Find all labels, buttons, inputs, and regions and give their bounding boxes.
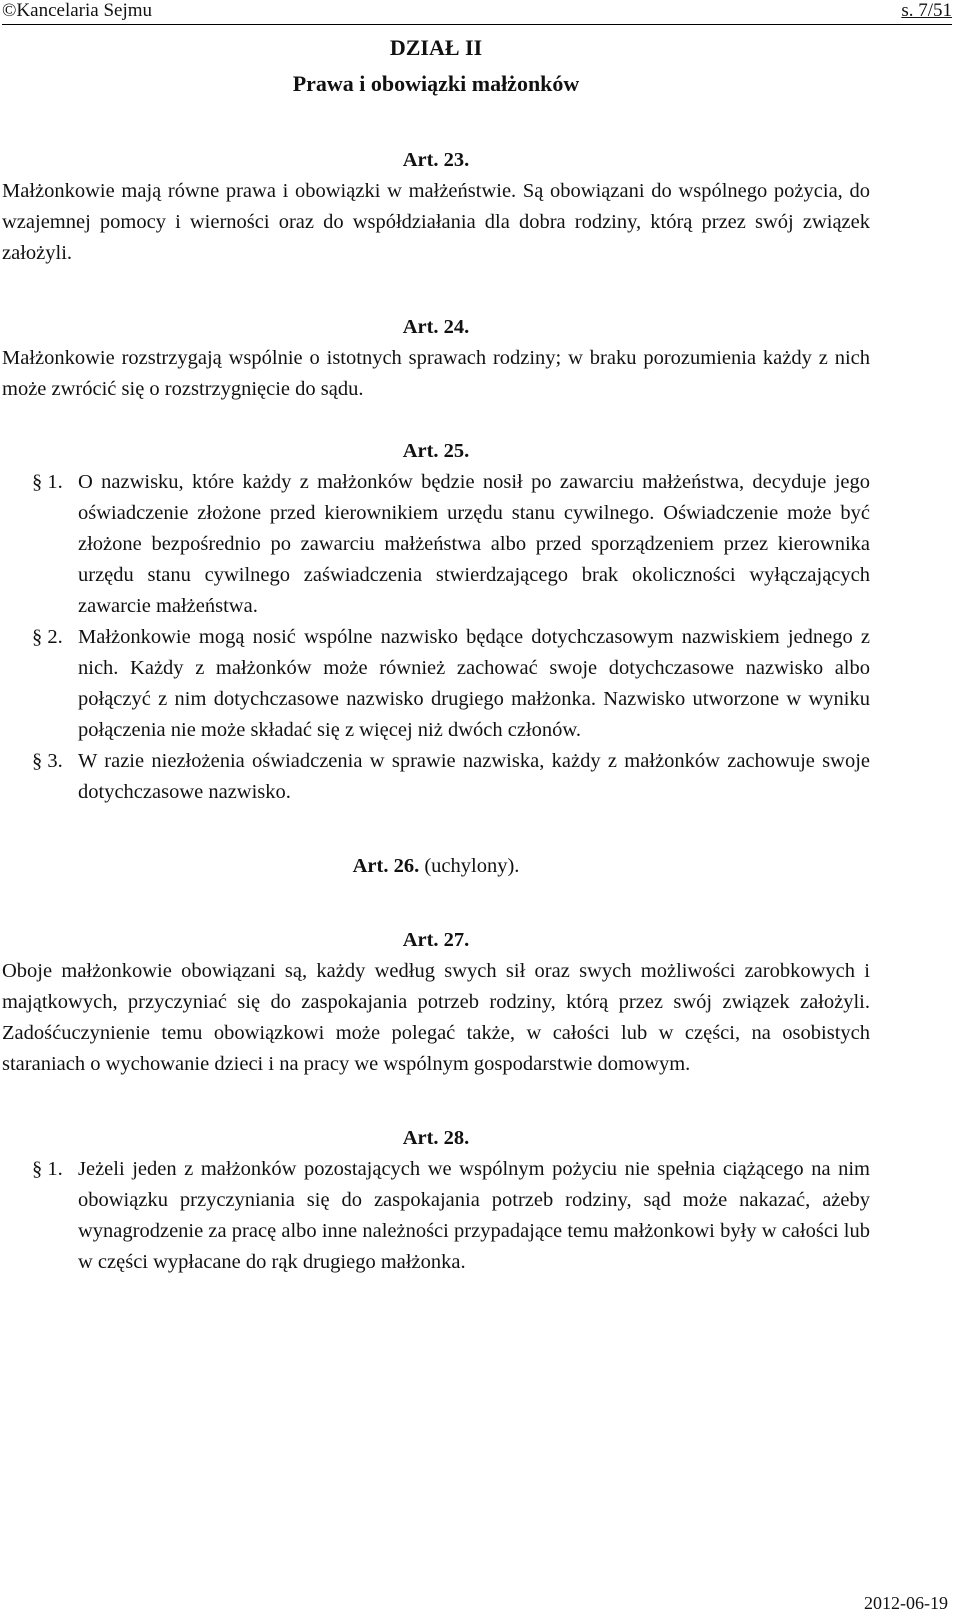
- section-mark: § 2.: [32, 626, 63, 648]
- publisher-label: ©Kancelaria Sejmu: [2, 0, 153, 21]
- article-25-section-3: [2, 746, 870, 808]
- article-26-line: [2, 850, 870, 882]
- division-title: Prawa i obowiązki małżonków: [292, 71, 580, 96]
- section-text: O nazwisku, które każdy z małżonków będzie nosił po zawarciu małżeństwa, decyduje jego oświadczenie złożone przed kierownikiem urzędu stanu cywilnego. Oświadczenie może być złożone bezpośrednio po zawarciu małżeństwa albo przed sporządzeniem przez kierownika urzędu stanu cywilnego zaświadczenia stwierdzającego brak okoliczności wyłączających zawarcie małżeństwa.: [78, 471, 870, 617]
- section-text: Jeżeli jeden z małżonków pozostających we wspólnym pożyciu nie spełnia ciążącego na nim obowiązku przyczyniania się do zaspokajania potrzeb rodziny, sąd może nakazać, ażeby wynagrodzenie za pracę albo inne należności przypadające temu małżonkowi były w całości lub w części wypłacane do rąk drugiego małżonka.: [78, 1158, 870, 1273]
- article-28-heading: Art. 28.: [402, 1127, 470, 1149]
- section-mark: § 3.: [32, 750, 63, 772]
- section-text: W razie niezłożenia oświadczenia w sprawie nazwiska, każdy z małżonków zachowuje swoje dotychczasowe nazwisko.: [78, 750, 870, 803]
- article-26-note: (uchylony).: [424, 855, 520, 877]
- article-25-heading: Art. 25.: [402, 440, 470, 462]
- article-23-text: Małżonkowie mają równe prawa i obowiązki w małżeństwie. Są obowiązani do wspólnego pożycia, do wzajemnej pomocy i wierności oraz do współdziałania dla dobra rodziny, którą przez swój związek założyli.: [2, 180, 870, 264]
- article-27-heading: Art. 27.: [402, 929, 470, 951]
- article-24-text: Małżonkowie rozstrzygają wspólnie o istotnych sprawach rodziny; w braku porozumienia każdy z nich może zwrócić się o rozstrzygnięcie do sądu.: [2, 347, 870, 400]
- division-label: DZIAŁ II: [389, 35, 483, 60]
- article-25-section-2: [2, 622, 870, 746]
- document-date: 2012-06-19: [864, 1593, 948, 1613]
- section-mark: § 1.: [32, 471, 63, 493]
- page-header: [2, 0, 952, 25]
- article-24-heading: Art. 24.: [402, 316, 470, 338]
- document-content: [2, 28, 870, 1278]
- article-27-text: Oboje małżonkowie obowiązani są, każdy według swych sił oraz swych możliwości zarobkowych i majątkowych, przyczyniać się do zaspokajania potrzeb rodziny, którą przez swój związek założyli. Zadośćuczynienie temu obowiązkowi może polegać także, w całości lub w części, na osobistych staraniach o wychowanie dzieci i na pracy we wspólnym gospodarstwie domowym.: [2, 960, 870, 1075]
- page-number: s. 7/51: [901, 0, 952, 21]
- article-25-section-1: [2, 467, 870, 622]
- article-23-heading: Art. 23.: [402, 149, 470, 171]
- article-28-section-1: [2, 1154, 870, 1278]
- section-mark: § 1.: [32, 1158, 63, 1180]
- article-26-heading: Art. 26.: [352, 855, 420, 877]
- section-text: Małżonkowie mogą nosić wspólne nazwisko będące dotychczasowym nazwiskiem jednego z nich. Każdy z małżonków może również zachować swoje dotychczasowe nazwisko albo połączyć z nim dotychczasowe nazwisko drugiego małżonka. Nazwisko utworzone w wyniku połączenia nie może składać się z więcej niż dwóch członów.: [78, 626, 870, 741]
